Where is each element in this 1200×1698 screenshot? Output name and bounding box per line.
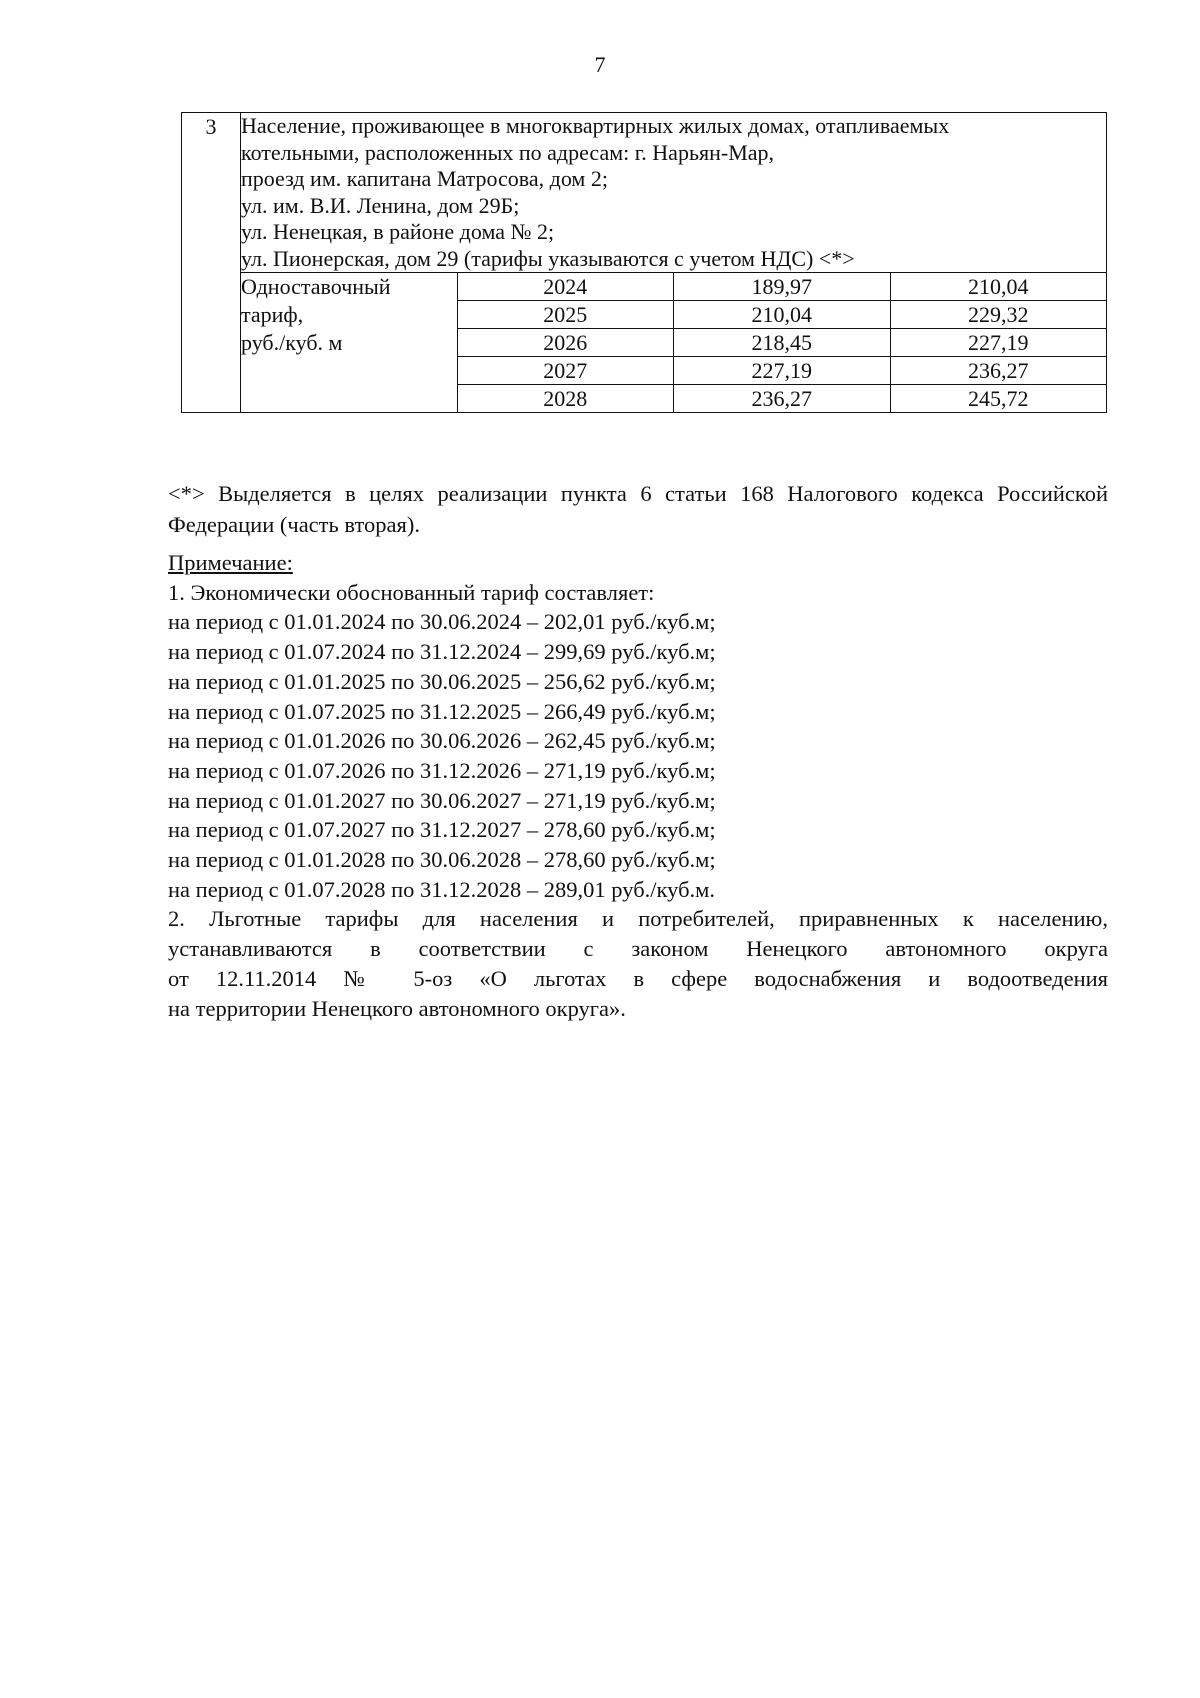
notes-section xyxy=(168,548,1108,1023)
group-title-line: ул. Пионерская, дом 29 (тарифы указываются с учетом НДС) <*> xyxy=(241,245,855,271)
first-half-tariff-cell: 227,19 xyxy=(674,357,891,385)
note-item-2-line: от 12.11.2014 № 5-оз «О льготах в сфере водоснабжения и водоотведения xyxy=(168,965,1108,991)
tariff-table xyxy=(181,112,1107,413)
group-title-line: ул. Ненецкая, в районе дома № 2; xyxy=(241,219,555,244)
group-title-line: Население, проживающее в многоквартирных жилых домах, отапливаемых xyxy=(241,113,950,138)
economic-tariff-period: на период с 01.01.2028 по 30.06.2028 – 278,60 руб./куб.м; xyxy=(168,847,716,873)
tariff-label-line: Одноставочный тариф, xyxy=(241,274,391,327)
second-half-tariff-cell: 227,19 xyxy=(890,329,1107,357)
year-cell: 2024 xyxy=(457,273,674,301)
economic-tariff-period: на период с 01.07.2028 по 31.12.2028 – 289,01 руб./куб.м. xyxy=(168,876,716,902)
vat-footnote: <*> Выделяется в целях реализации пункта 6 статьи 168 Налогового кодекса Российской Федерации (часть вторая). xyxy=(168,480,1108,537)
page-number: 7 xyxy=(594,52,606,77)
note-item-2-line: 2. Льготные тарифы для населения и потребителей, приравненных к населению, xyxy=(168,906,1108,932)
tariff-label-line: руб./куб. м xyxy=(241,330,343,355)
economic-tariff-period: на период с 01.01.2024 по 30.06.2024 – 202,01 руб./куб.м; xyxy=(168,609,716,635)
first-half-tariff-cell: 218,45 xyxy=(674,329,891,357)
economic-tariff-period: на период с 01.07.2027 по 31.12.2027 – 278,60 руб./куб.м; xyxy=(168,817,716,843)
group-title-line: котельными, расположенных по адресам: г. Нарьян-Мар, xyxy=(241,139,775,165)
year-cell: 2026 xyxy=(457,329,674,357)
second-half-tariff-cell: 245,72 xyxy=(890,385,1107,413)
second-half-tariff-cell: 236,27 xyxy=(890,357,1107,385)
year-cell: 2027 xyxy=(457,357,674,385)
year-cell: 2025 xyxy=(457,301,674,329)
economic-tariff-period: на период с 01.01.2026 по 30.06.2026 – 262,45 руб./куб.м; xyxy=(168,728,716,754)
economic-tariff-period: на период с 01.07.2026 по 31.12.2026 – 271,19 руб./куб.м; xyxy=(168,757,716,783)
group-title-line: проезд им. капитана Матросова, дом 2; xyxy=(241,166,608,191)
economic-tariff-period: на период с 01.01.2025 по 30.06.2025 – 256,62 руб./куб.м; xyxy=(168,668,716,694)
note-item-2-line: устанавливаются в соответствии с законом Ненецкого автономного округа xyxy=(168,936,1108,962)
notes-heading: Примечание: xyxy=(168,550,293,575)
group-title-line: ул. им. В.И. Ленина, дом 29Б; xyxy=(241,192,520,218)
consumer-group-description xyxy=(241,113,1107,273)
table-row xyxy=(182,273,1107,301)
tariff-label-cell xyxy=(241,273,458,413)
first-half-tariff-cell: 236,27 xyxy=(674,385,891,413)
note-item-1-intro: 1. Экономически обоснованный тариф составляет: xyxy=(168,579,655,605)
note-item-2-line: на территории Ненецкого автономного округа». xyxy=(168,995,626,1021)
economic-tariff-period: на период с 01.01.2027 по 30.06.2027 – 271,19 руб./куб.м; xyxy=(168,787,716,813)
economic-tariff-period: на период с 01.07.2025 по 31.12.2025 – 266,49 руб./куб.м; xyxy=(168,698,716,724)
economic-tariff-period: на период с 01.07.2024 по 31.12.2024 – 299,69 руб./куб.м; xyxy=(168,639,716,665)
second-half-tariff-cell: 210,04 xyxy=(890,273,1107,301)
year-cell: 2028 xyxy=(457,385,674,413)
first-half-tariff-cell: 210,04 xyxy=(674,301,891,329)
second-half-tariff-cell: 229,32 xyxy=(890,301,1107,329)
row-number-cell: 3 xyxy=(182,113,241,413)
table-group-header-row xyxy=(182,113,1107,273)
first-half-tariff-cell: 189,97 xyxy=(674,273,891,301)
